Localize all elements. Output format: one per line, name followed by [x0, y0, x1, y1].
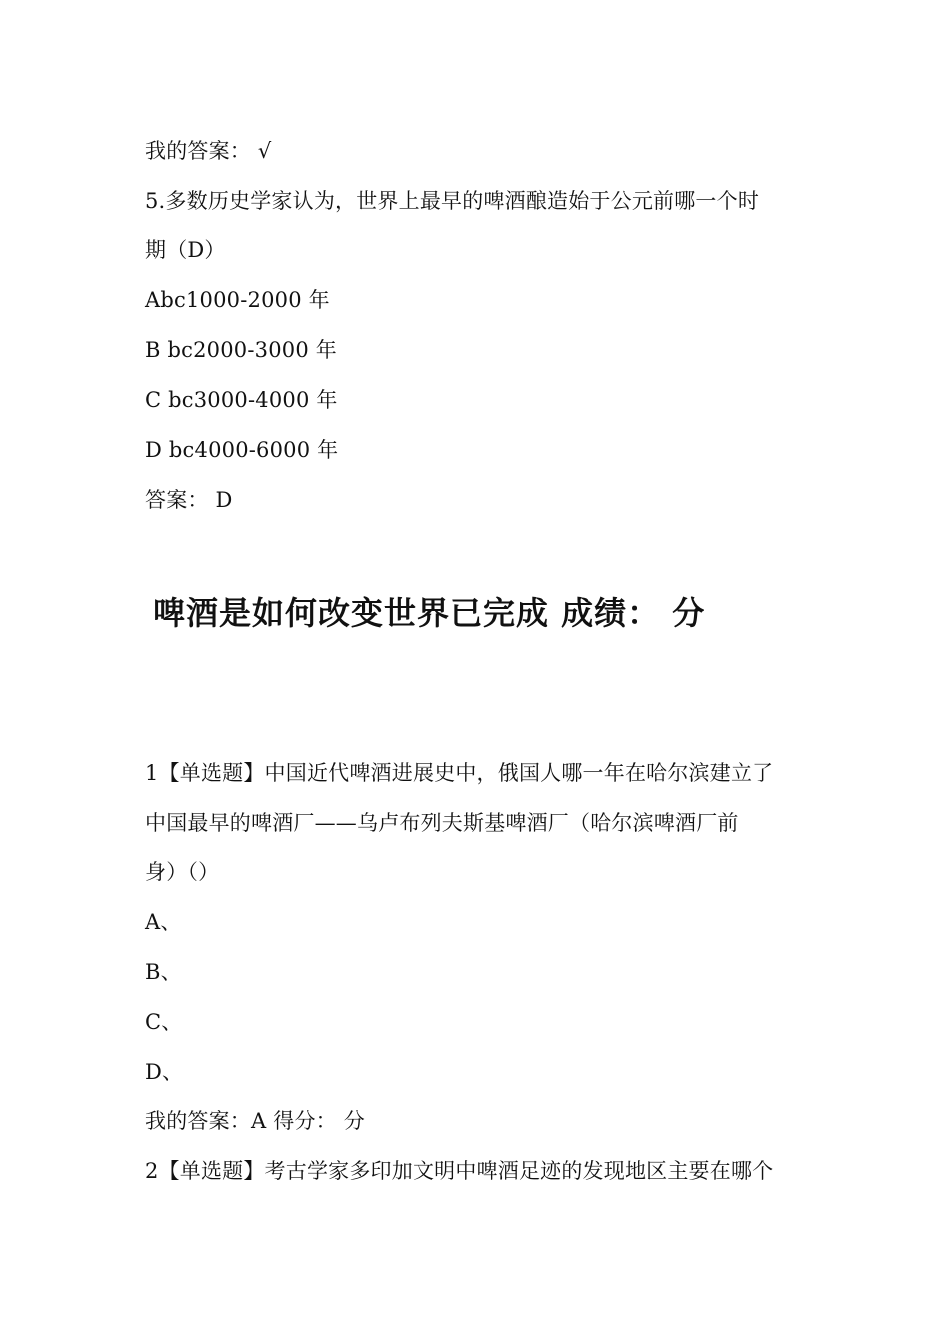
quiz-question-1-option-a: A、 [145, 910, 182, 934]
question-5-option-a: Abc1000-2000 年 [145, 288, 330, 312]
quiz-question-1-option-d: D、 [145, 1060, 184, 1084]
prev-my-answer: 我的答案： √ [145, 139, 272, 163]
question-5-option-d: D bc4000-6000 年 [145, 438, 339, 462]
section-heading: 啤酒是如何改变世界已完成 成绩： 分 [153, 594, 706, 632]
quiz-question-1-option-c: C、 [145, 1010, 183, 1034]
question-5-option-b: B bc2000-3000 年 [145, 338, 337, 362]
quiz-question-1-option-b: B、 [145, 960, 182, 984]
quiz-question-1-line-1: 1【单选题】中国近代啤酒进展史中，俄国人哪一年在哈尔滨建立了 [145, 761, 774, 785]
quiz-question-1-line-3: 身）（） [145, 860, 220, 884]
quiz-question-1-line-2: 中国最早的啤酒厂——乌卢布列夫斯基啤酒厂（哈尔滨啤酒厂前 [145, 811, 739, 835]
quiz-question-1-my-answer: 我的答案：A 得分： 分 [145, 1109, 365, 1133]
question-5-text-line-1: 5.多数历史学家认为，世界上最早的啤酒酿造始于公元前哪一个时 [145, 189, 760, 213]
question-5-answer: 答案： D [145, 488, 233, 512]
question-5-option-c: C bc3000-4000 年 [145, 388, 338, 412]
question-5-text-line-2: 期（D） [145, 238, 226, 262]
quiz-question-2-line-1: 2【单选题】考古学家多印加文明中啤酒足迹的发现地区主要在哪个 [145, 1159, 774, 1183]
